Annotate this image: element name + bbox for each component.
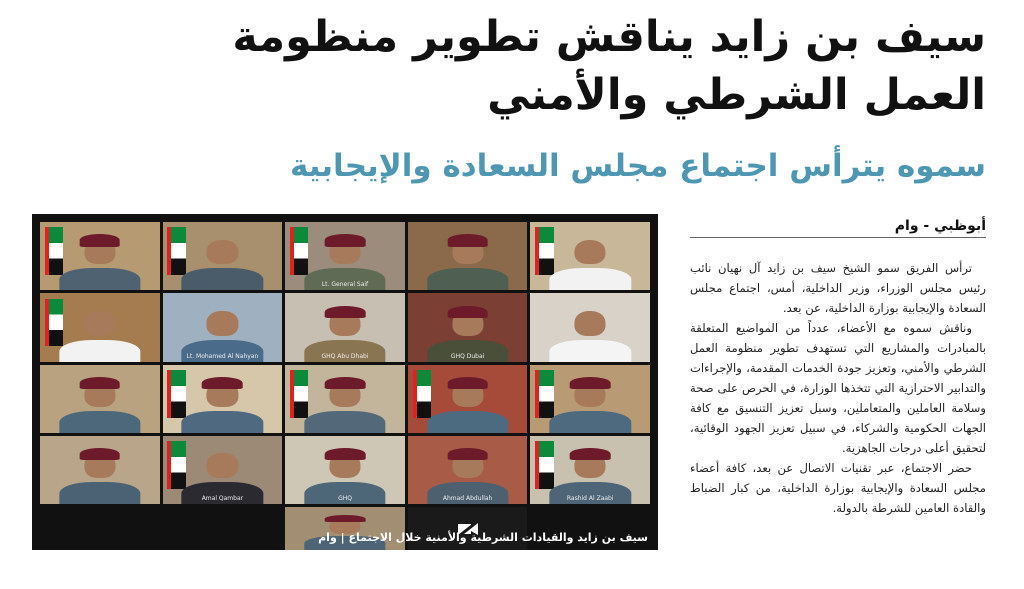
beret [325, 448, 366, 460]
participant-tile [40, 436, 160, 504]
participant-tile [530, 436, 650, 504]
article-dateline: أبوظبي - وام [690, 218, 986, 238]
beret [79, 448, 120, 460]
uae-flag [535, 227, 553, 275]
participant-head [207, 453, 238, 478]
article-headline: سيف بن زايد يناقش تطوير منظومة العمل الشرطي والأمني [232, 12, 986, 120]
article-paragraph: حضر الاجتماع، عبر تقنيات الاتصال عن بعد، كافة أعضاء مجلس السعادة والإيجابية بوزارة الداخلية، من كبار الضباط والقادة العامين للشرطة بالدولة. [690, 461, 986, 515]
participant-tile [163, 222, 283, 290]
participant-body [427, 268, 508, 290]
uae-flag [45, 299, 63, 347]
beret [447, 448, 488, 460]
participant-tile [408, 293, 528, 361]
beret [447, 377, 488, 389]
participant-tile [408, 436, 528, 504]
participant-tile [530, 222, 650, 290]
participant-body [550, 340, 631, 362]
uae-flag [167, 227, 185, 275]
uae-flag [167, 441, 185, 489]
participant-tile [285, 222, 405, 290]
uae-flag [290, 370, 308, 418]
participant-nameplate: GHQ Dubai [450, 352, 485, 360]
participant-tile [285, 293, 405, 361]
participant-body [304, 411, 385, 433]
participant-nameplate: GHQ [338, 495, 352, 502]
article-subheadline: سموه يترأس اجتماع مجلس السعادة والإيجابية [289, 148, 986, 184]
participant-head [207, 240, 238, 265]
participant-head [207, 311, 238, 336]
beret [447, 234, 488, 246]
participant-nameplate: Lt. General Saif [321, 281, 369, 289]
beret [325, 515, 366, 523]
participant-body [182, 411, 263, 433]
beret [202, 377, 243, 389]
article-body [690, 258, 986, 518]
participant-nameplate: Rashid Al Zaabi [566, 495, 614, 502]
participant-nameplate: Ahmad Abdullah [442, 495, 493, 502]
participant-tile [163, 293, 283, 361]
uae-flag [45, 227, 63, 275]
participant-nameplate: GHQ Abu Dhabi [321, 352, 369, 360]
beret [447, 306, 488, 318]
beret [570, 377, 611, 389]
article-paragraph: ترأس الفريق سمو الشيخ سيف بن زايد آل نهيان نائب رئيس مجلس الوزراء، وزير الداخلية، أمس، اجتماع مجلس السعادة والإيجابية بوزارة الداخلية، عن بعد. [690, 261, 986, 315]
beret [325, 306, 366, 318]
participant-body [59, 411, 140, 433]
participant-tile [530, 365, 650, 433]
participant-body [550, 268, 631, 290]
beret [325, 234, 366, 246]
participant-tile [408, 222, 528, 290]
participant-body [59, 268, 140, 290]
participant-body [182, 268, 263, 290]
uae-flag [535, 370, 553, 418]
participant-head [84, 311, 115, 336]
participant-tile [530, 293, 650, 361]
participant-body [59, 482, 140, 504]
participant-head [575, 240, 606, 265]
photo-caption: سيف بن زايد والقيادات الشرطية والأمنية خلال الاجتماع | وام [318, 531, 648, 544]
participant-tile [40, 293, 160, 361]
uae-flag [413, 370, 431, 418]
beret [570, 448, 611, 460]
participant-body [59, 340, 140, 362]
participant-nameplate: Amal Qambar [201, 495, 244, 502]
article-paragraph: وناقش سموه مع الأعضاء، عدداً من المواضيع المتعلقة بالمبادرات والمشاريع التي تستهدف تطوير منظومة العمل الشرطي والأمني، وتعزيز جودة الخدمات المقدمة، والإجراءات والتدابير الاحترازية التي تتخذها الوزارة، في الحرص على صحة وسلامة العاملين والمتعاملين، وسبل تعزيز التنسيق مع كافة الجهات الحكومية والشركاء، في سبيل تعزيز الجهود الوقائية، لتحقيق أعلى درجات الجاهزية. [690, 321, 986, 455]
uae-flag [290, 227, 308, 275]
participant-tile [40, 365, 160, 433]
beret [79, 234, 120, 246]
participant-tile [163, 436, 283, 504]
uae-flag [535, 441, 553, 489]
participant-tile [285, 436, 405, 504]
participant-grid [40, 222, 650, 504]
participant-tile [163, 365, 283, 433]
beret [325, 377, 366, 389]
participant-tile [408, 365, 528, 433]
participant-nameplate: Lt. Mohamed Al Nahyan [186, 352, 259, 360]
participant-body [427, 411, 508, 433]
participant-tile [40, 222, 160, 290]
empty-tile [163, 507, 283, 550]
participant-head [575, 311, 606, 336]
empty-tile [40, 507, 160, 550]
beret [79, 377, 120, 389]
video-conference-photo [32, 214, 658, 550]
participant-tile [285, 365, 405, 433]
uae-flag [167, 370, 185, 418]
participant-body [550, 411, 631, 433]
